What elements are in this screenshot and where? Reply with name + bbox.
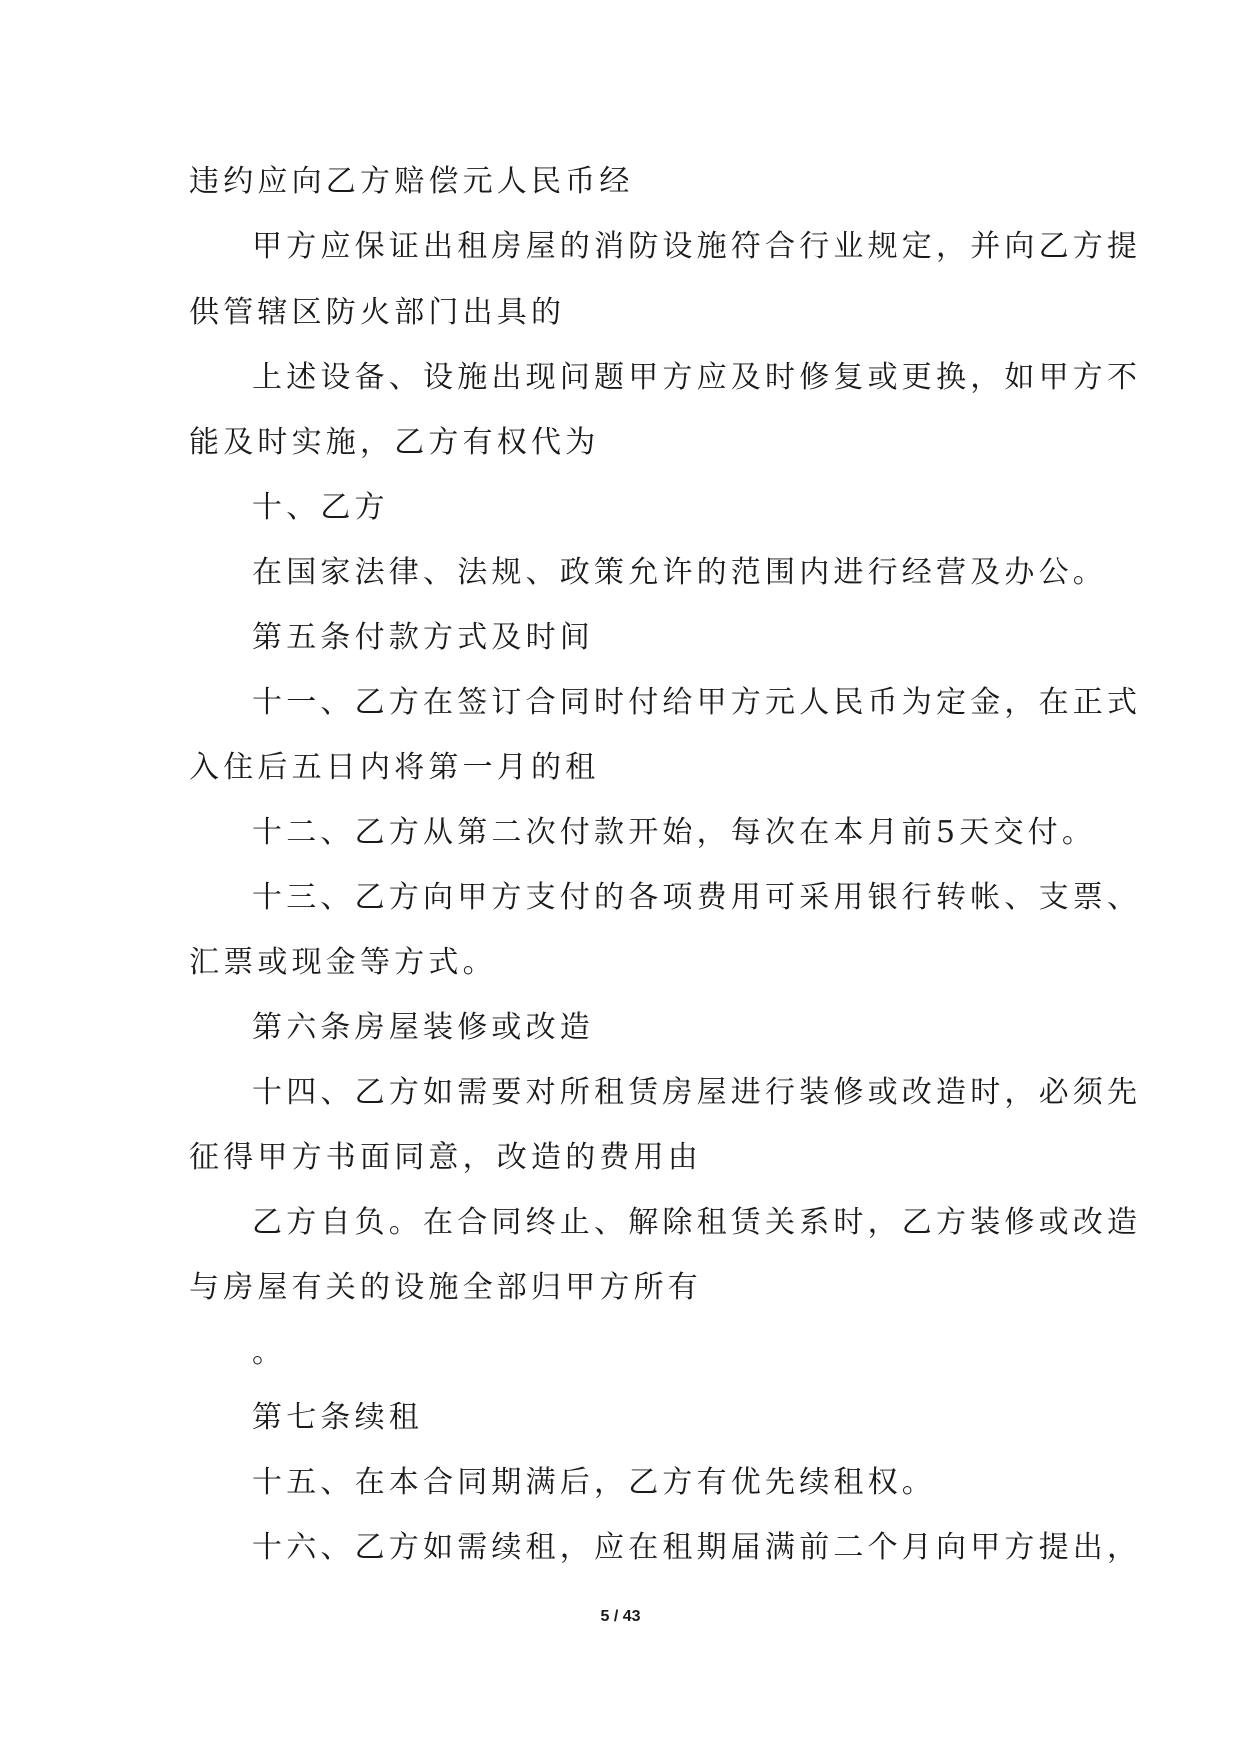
- section-heading: 第六条房屋装修或改造: [252, 1010, 594, 1045]
- text-line: 能及时实施，乙方有权代为: [189, 425, 600, 460]
- text-line: 十二、乙方从第二次付款开始，每次在本月前5天交付。: [252, 815, 1097, 850]
- page-number: 5 / 43: [600, 1608, 641, 1625]
- text-line: 供管辖区防火部门出具的: [189, 295, 566, 330]
- text-line: 十四、乙方如需要对所租赁房屋进行装修或改造时，必须先: [252, 1075, 1142, 1110]
- section-heading: 第七条续租: [252, 1400, 423, 1435]
- text-line: 甲方应保证出租房屋的消防设施符合行业规定，并向乙方提: [252, 229, 1142, 264]
- text-line: 乙方自负。在合同终止、解除租赁关系时，乙方装修或改造: [252, 1205, 1142, 1240]
- text-line: 入住后五日内将第一月的租: [189, 750, 600, 785]
- text-line: 征得甲方书面同意，改造的费用由: [189, 1140, 702, 1175]
- text-line: 十三、乙方向甲方支付的各项费用可采用银行转帐、支票、: [252, 880, 1142, 915]
- text-line: 汇票或现金等方式。: [189, 945, 497, 980]
- text-line: 十五、在本合同期满后，乙方有优先续租权。: [252, 1465, 936, 1500]
- text-line: 违约应向乙方赔偿元人民币经: [189, 164, 634, 199]
- section-heading: 十、乙方: [252, 490, 389, 525]
- section-heading: 第五条付款方式及时间: [252, 620, 594, 655]
- text-line: 与房屋有关的设施全部归甲方所有: [189, 1270, 702, 1305]
- text-line: 上述设备、设施出现问题甲方应及时修复或更换，如甲方不: [252, 360, 1142, 395]
- text-line: 在国家法律、法规、政策允许的范围内进行经营及办公。: [252, 555, 1107, 590]
- text-line: 十六、乙方如需续租，应在租期届满前二个月向甲方提出，: [252, 1530, 1142, 1565]
- text-line: 。: [252, 1335, 287, 1370]
- text-line: 十一、乙方在签订合同时付给甲方元人民币为定金，在正式: [252, 685, 1142, 720]
